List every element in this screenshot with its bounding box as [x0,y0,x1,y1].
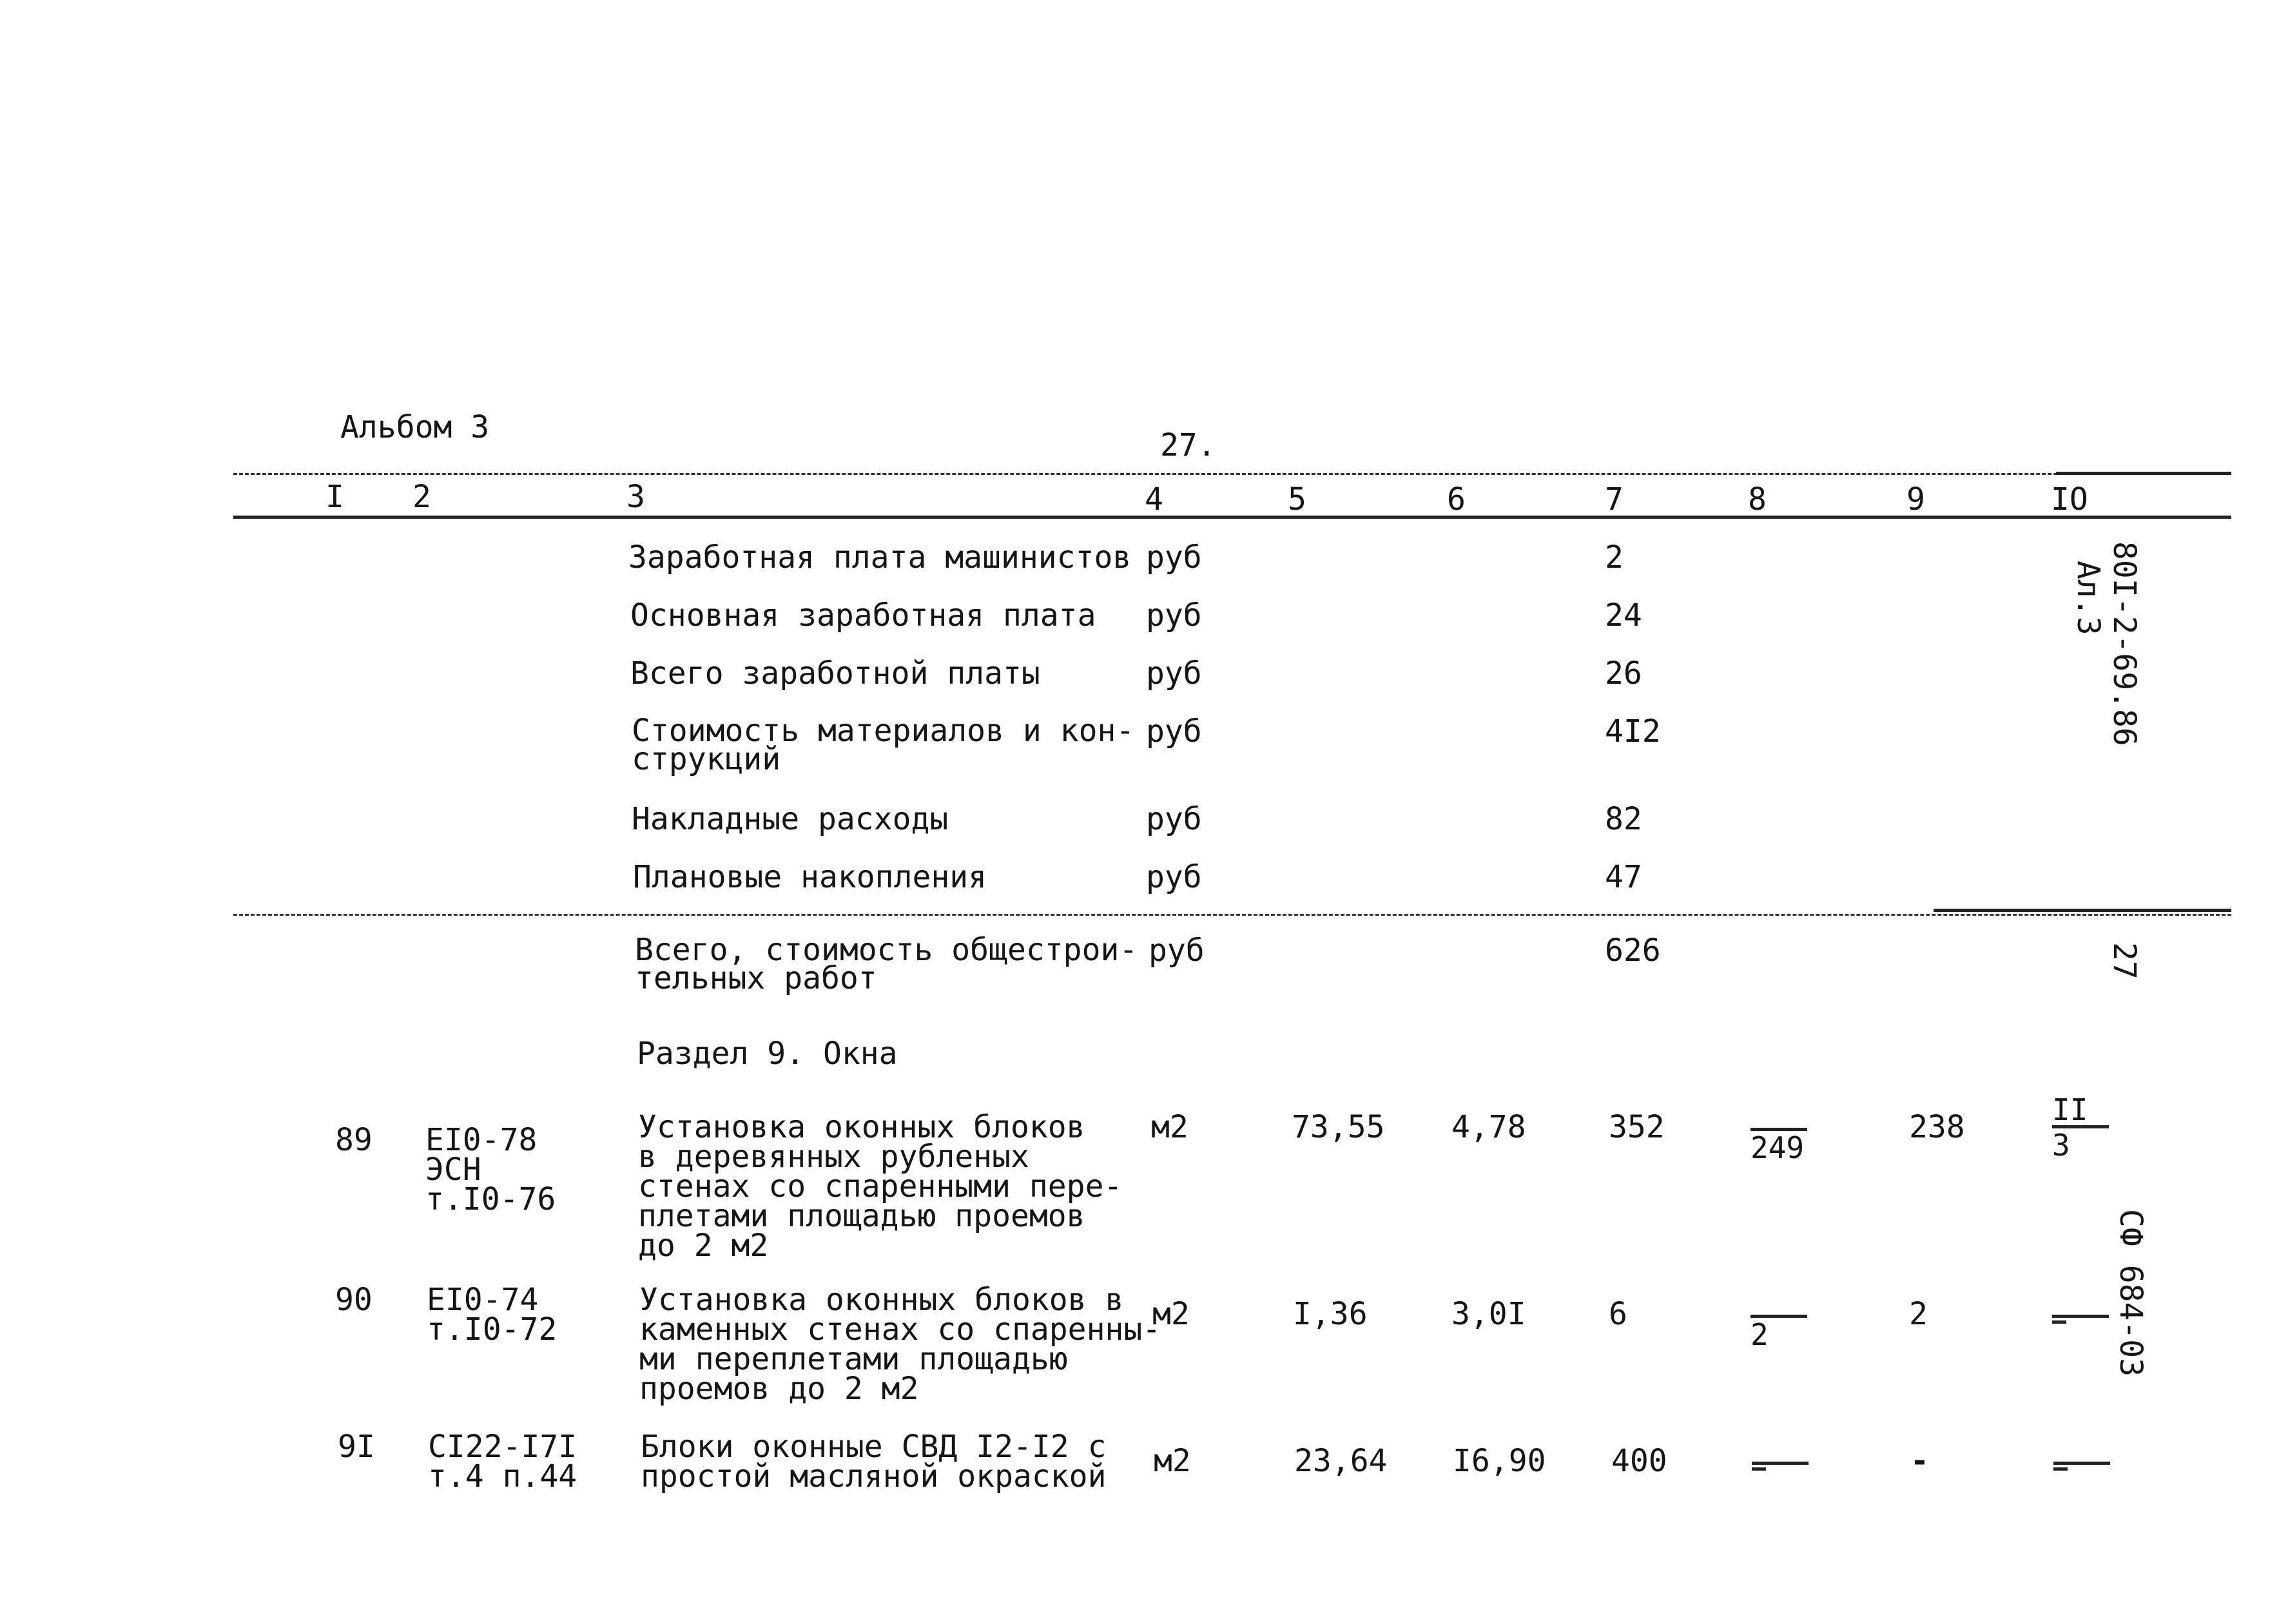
margin-stamp: СФ 684-03 [2113,1209,2149,1377]
item-code: CI22-I7I т.4 п.44 [428,1429,577,1494]
item-col7: 352 [1609,1109,1665,1145]
summary-value: 82 [1605,801,1642,837]
item-col6: I6,90 [1453,1443,1546,1479]
item-col5: 73,55 [1292,1109,1385,1145]
summary-name: Основная заработная плата [630,597,1096,633]
summary-name: Накладные расходы [632,801,949,837]
col-header-8: 8 [1748,481,1767,517]
fraction-bar [2052,1315,2109,1318]
item-col8 [1750,1294,1810,1352]
item-col8-value: 249 [1750,1130,1805,1165]
summary-name: Стоимость материалов и кон- струкций [632,713,1135,777]
item-unit: м2 [1154,1443,1191,1479]
page-number: 27. [1160,427,1216,463]
col-header-10: IO [2051,481,2088,517]
margin-album-ref: Ал.3 [2070,561,2106,635]
section-title: Раздел 9. Окна [637,1036,898,1072]
item-col8 [1750,1107,1810,1165]
summary-unit: руб [1146,539,1202,575]
item-col5: I,36 [1293,1296,1368,1332]
summary-name: Всего заработной платы [630,655,1040,691]
total-name: Всего, стоимость общестрои- тельных работ [635,932,1138,996]
item-col6: 4,78 [1451,1109,1526,1145]
item-col8-value: 2 [1750,1317,1769,1352]
item-col6: 3,0I [1451,1296,1526,1332]
col-header-7: 7 [1605,481,1624,517]
summary-divider [233,914,2231,916]
col-header-6: 6 [1447,481,1466,517]
item-unit: м2 [1152,1296,1190,1332]
col-header-1: I [325,479,344,515]
margin-page: 27 [2106,942,2142,980]
header-bottom-rule [233,516,2231,519]
summary-unit: руб [1146,859,1202,895]
summary-unit: руб [1146,597,1202,633]
item-col10-bottom: 3 [2052,1128,2070,1163]
empty-dash [1752,1467,1766,1471]
item-unit: м2 [1151,1109,1188,1145]
col-header-9: 9 [1906,481,1925,517]
item-col10 [2052,1092,2111,1163]
summary-divider-right [1934,909,2231,912]
col-header-3: 3 [626,479,645,515]
item-name: Установка оконных блоков в деревянных рубленых стенах со спаренными пере- плетами площадью проемов до 2 м2 [638,1109,1123,1264]
item-code: EI0-78 ЭСН т.I0-76 [425,1122,556,1217]
col-header-2: 2 [412,479,431,515]
fraction-bar [2053,1462,2110,1465]
summary-unit: руб [1146,801,1202,837]
fraction-bar [1752,1462,1809,1465]
col-header-5: 5 [1288,481,1306,517]
summary-value: 26 [1605,655,1642,691]
item-code: EI0-74 т.I0-72 [427,1282,558,1348]
item-col9: 238 [1909,1109,1965,1145]
item-col8 [1752,1441,1811,1471]
summary-value: 2 [1605,539,1624,575]
summary-name: Заработная плата машинистов [628,539,1132,575]
margin-doc-code: 80I-2-69.86 [2106,541,2142,746]
summary-value: 4I2 [1605,713,1661,749]
total-unit: руб [1149,933,1205,969]
item-name: Блоки оконные СВД I2-I2 с простой масляной окраской [641,1429,1107,1494]
album-label: Альбом 3 [340,409,490,445]
item-col5: 23,64 [1294,1443,1388,1479]
summary-value: 24 [1605,597,1642,633]
item-col9: 2 [1909,1296,1928,1332]
summary-unit: руб [1146,655,1202,691]
item-name: Установка оконных блоков в каменных стенах со спаренны- ми переплетами площадью проемов до 2 м2 [639,1282,1161,1407]
empty-dash [2053,1467,2068,1471]
item-col10 [2053,1441,2113,1471]
header-top-rule-right [2056,472,2231,475]
item-col10-top: II [2052,1092,2088,1127]
item-col7: 400 [1611,1443,1667,1479]
col-header-4: 4 [1145,481,1163,517]
item-number: 9I [338,1429,375,1465]
item-col9: - [1910,1443,1929,1479]
summary-unit: руб [1146,713,1202,749]
empty-dash [2052,1320,2066,1324]
total-value: 626 [1605,933,1661,969]
item-col10 [2052,1294,2111,1324]
header-top-rule [233,473,2231,475]
summary-value: 47 [1605,859,1642,895]
summary-name: Плановые накопления [633,859,987,895]
item-col7: 6 [1609,1296,1627,1332]
item-number: 89 [335,1122,373,1158]
item-number: 90 [335,1282,373,1318]
